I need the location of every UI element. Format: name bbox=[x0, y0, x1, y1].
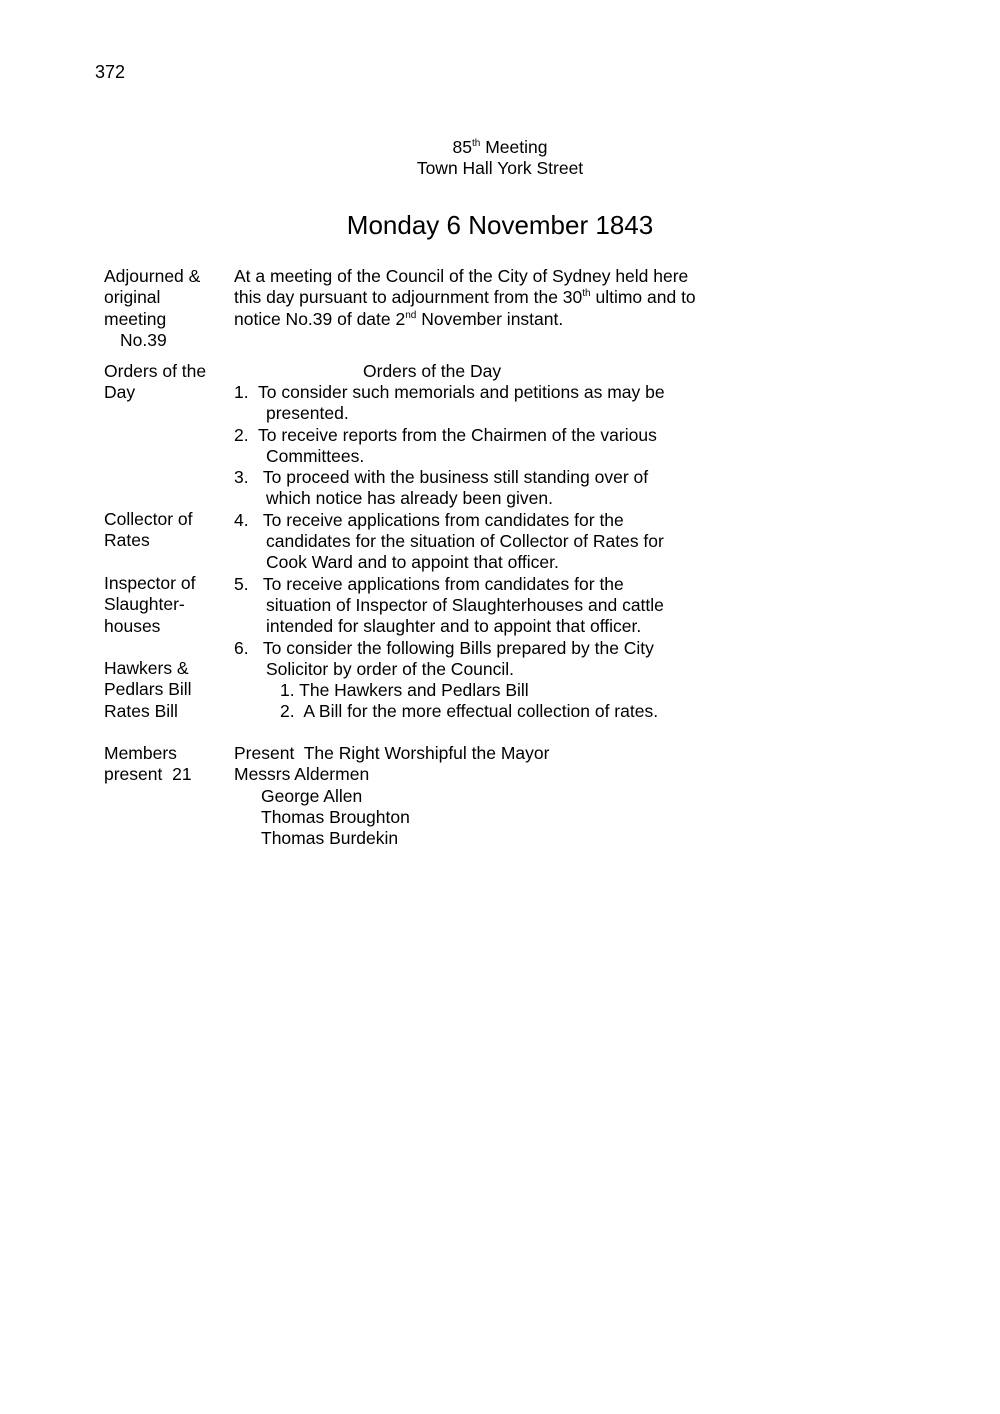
margin-note-inspector: Inspector of Slaughter- houses bbox=[104, 573, 196, 636]
margin-note-orders: Orders of the Day bbox=[104, 361, 207, 403]
order-item: 5. To receive applications from candidates for the situation of Inspector of Slaughterhouses and cattle intended for slaughter and to appoint that officer. bbox=[234, 573, 664, 637]
members-present bbox=[234, 743, 549, 849]
intro-paragraph: At a meeting of the Council of the City of Sydney held here this day pursuant to adjournment from the 30th ultimo and to notice No.39 of date 2nd November instant. bbox=[234, 266, 696, 329]
margin-note-adjourned: Adjourned & original meeting No.39 bbox=[104, 266, 201, 350]
bill-item: 2. A Bill for the more effectual collection of rates. bbox=[280, 701, 659, 722]
present-line: Present The Right Worshipful the Mayor bbox=[234, 743, 550, 763]
margin-note-collector: Collector of Rates bbox=[104, 509, 193, 551]
meeting-date-title: Monday 6 November 1843 bbox=[346, 210, 654, 240]
aldermen-line: Messrs Aldermen bbox=[234, 764, 370, 785]
orders-heading: Orders of the Day bbox=[363, 361, 502, 381]
order-item: 6. To consider the following Bills prepared by the City Solicitor by order of the Council. bbox=[234, 637, 654, 679]
meeting-number: 85th Meeting bbox=[452, 137, 548, 157]
orders-list bbox=[234, 382, 665, 723]
alderman-name: Thomas Burdekin bbox=[261, 828, 399, 849]
meeting-venue: Town Hall York Street bbox=[416, 158, 584, 178]
order-item: 4. To receive applications from candidates for the candidates for the situation of Collector of Rates for Cook Ward and to appoint that officer. bbox=[234, 509, 664, 573]
order-item: 2. To receive reports from the Chairmen of the various Committees. bbox=[234, 424, 657, 466]
order-item: 3. To proceed with the business still standing over of which notice has already been given. bbox=[234, 467, 649, 509]
alderman-name: George Allen bbox=[261, 785, 363, 806]
bill-item: 1. The Hawkers and Pedlars Bill bbox=[280, 680, 529, 701]
margin-note-bills: Hawkers & Pedlars Bill Rates Bill bbox=[104, 658, 192, 721]
alderman-name: Thomas Broughton bbox=[261, 806, 410, 827]
page-number: 372 bbox=[95, 62, 126, 82]
margin-note-members: Members present 21 bbox=[104, 743, 192, 785]
order-item: 1. To consider such memorials and petitions as may be presented. bbox=[234, 382, 665, 424]
